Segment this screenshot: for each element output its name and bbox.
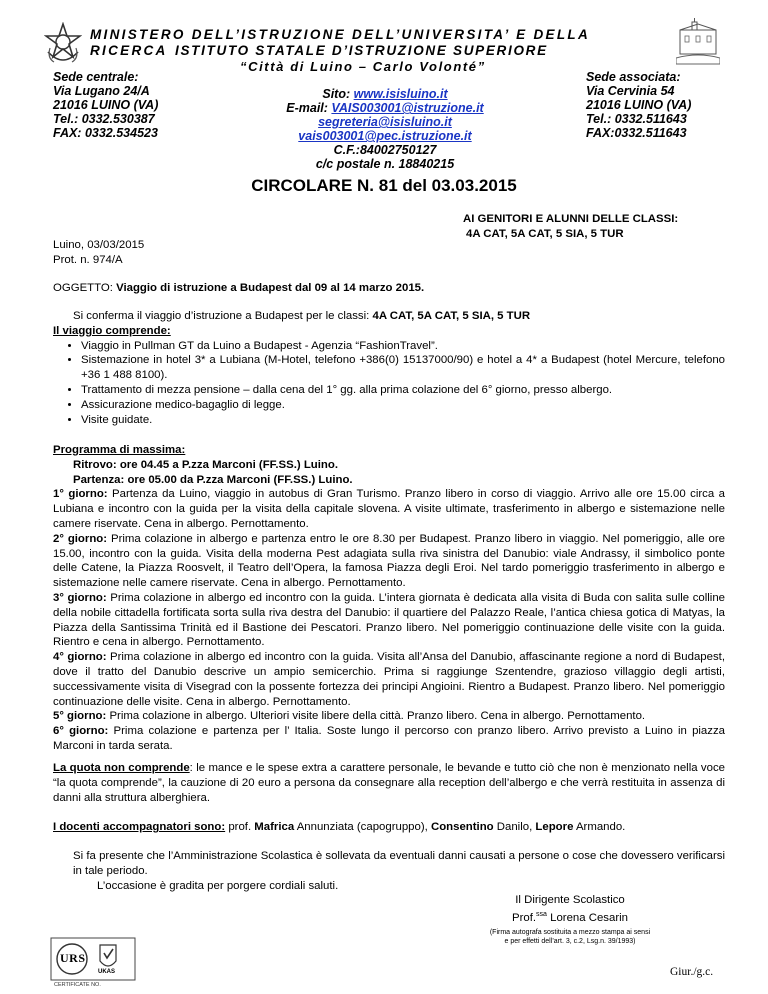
- day-paragraph: [53, 591, 725, 650]
- recipients-line-1: AI GENITORI E ALUNNI DELLE CLASSI:: [463, 213, 679, 225]
- teacher-rest: Danilo,: [493, 821, 536, 833]
- date-block: [53, 238, 144, 268]
- email-link-1[interactable]: VAIS003001@istruzione.it: [331, 101, 484, 115]
- teachers-label: I docenti accompagnatori sono:: [53, 821, 226, 833]
- includes-item: • Assicurazione medico-bagaglio di legge.: [81, 398, 725, 413]
- day-paragraph: [53, 650, 725, 709]
- sede-centrale-fax: FAX: 0332.534523: [53, 126, 158, 140]
- day-text: Partenza da Luino, viaggio in autobus di Gran Turismo. Pranzo libero in corso di viaggio. Arrivo alle ore 15.00 circa a Lubiana e incontro con la guida per la visita della capitale slovena. A visite ultimate, trasferimento in albergo e sistemazione nelle camere riservate. Cena in albergo. Pernottamento.: [53, 488, 725, 530]
- sede-associata-label: Sede associata:: [586, 70, 681, 84]
- signature-role: Il Dirigente Scolastico: [515, 894, 625, 906]
- sede-centrale-tel: Tel.: 0332.530387: [53, 112, 155, 126]
- teacher-surname: Mafrica: [254, 821, 295, 833]
- signature-sup: ssa: [536, 910, 547, 918]
- subject-line: [53, 281, 424, 296]
- ministry-heading: MINISTERO DELL’ISTRUZIONE DELL’UNIVERSITA’ E DELLA RICERCA: [90, 27, 590, 58]
- includes-section: [53, 309, 725, 427]
- recipients-line-2: 4A CAT, 5A CAT, 5 SIA, 5 TUR: [466, 227, 624, 240]
- closing-greeting: L’occasione è gradita per porgere cordiali saluti.: [97, 879, 339, 892]
- includes-item: • Sistemazione in hotel 3* a Lubiana (M-Hotel, telefono +386(0) 15137000/90) e hotel a 4* a Budapest (hotel Mercure, telefono +36 1 488 8100).: [81, 353, 725, 383]
- tax-code: C.F.:84002750127: [333, 143, 437, 157]
- includes-title: Il viaggio comprende:: [53, 324, 171, 337]
- signature-name-line: [475, 908, 665, 926]
- email-label: E-mail:: [286, 101, 332, 115]
- signature-block: [475, 893, 665, 946]
- signature-note-2: e per effetti dell’art. 3, c.2, Lsg.n. 39/1993): [504, 938, 636, 946]
- subject-label: OGGETTO:: [53, 282, 117, 294]
- teacher-prefix: prof.: [225, 821, 255, 833]
- day-label: 3° giorno:: [53, 591, 107, 604]
- day-text: Prima colazione in albergo ed incontro con la guida. L’intera giornata è dedicata alla visita di Buda con salita sulle colline della nobile cittadella fortificata sorta sulla riva destra del Danubio: il quartiere del Palazzo Reale, l’antica chiesa gotica di Matyas, la Piazza della Santissima Trinità ed il Bastione dei Pescatori. Pranzo libero. Nel pomeriggio continuazione delle visite con la guida. Rientro e cena in albergo. Pernottamento.: [53, 591, 725, 649]
- circular-title: CIRCOLARE N. 81 del 03.03.2015: [251, 176, 517, 195]
- includes-list: [53, 339, 725, 428]
- site-link[interactable]: www.isisluino.it: [353, 87, 448, 101]
- intro-classes: 4A CAT, 5A CAT, 5 SIA, 5 TUR: [372, 310, 531, 322]
- days-list: [53, 487, 725, 753]
- email-link-2[interactable]: segreteria@isisluino.it: [318, 115, 452, 129]
- includes-item: • Trattamento di mezza pensione – dalla cena del 1° gg. alla prima colazione del 6° giorno, presso albergo.: [81, 383, 725, 398]
- institute-heading: ISTITUTO STATALE D’ISTRUZIONE SUPERIORE: [175, 43, 548, 58]
- certificate-label: CERTIFICATE NO.: [54, 982, 101, 988]
- teacher-rest: Annunziata (capogruppo),: [294, 821, 431, 833]
- day-paragraph: [53, 487, 725, 531]
- sede-centrale-address: Via Lugano 24/A: [53, 84, 150, 98]
- sede-associata-city: 21016 LUINO (VA): [586, 98, 692, 112]
- day-text: Prima colazione in albergo. Ulteriori visite libere della città. Pranzo libero. Cena in albergo. Pernottamento.: [106, 710, 646, 723]
- program-section: [53, 443, 725, 754]
- excludes-label: La quota non comprende: [53, 762, 190, 774]
- day-text: Prima colazione in albergo e partenza entro le ore 8.30 per Budapest. Pranzo libero in viaggio. Nel pomeriggio, alle ore 15.00, incontro con la guida. Visita della moderna Pest adagiata sulla riva sinistra del Danubio: viale Andrassy, il simbolico ponte delle Catene, la Piazza Roosvelt, il Teatro dell’Opera, la famosa Piazza degli Eroi. Nel tardo pomeriggio trasferimento in albergo e sistemazione nelle camere riservate. Cena in albergo. Pernottamento.: [53, 532, 726, 590]
- certification-logos: [50, 937, 136, 989]
- excludes-text: : le mance e le spese extra a carattere personale, le bevande e tutto ciò che non è menzionato nella voce “la quota comprende”, la cauzione di 20 euro a persona da consegnare alla reception dell’albergo e che verrà restituita in assenza di danni alla struttura alberghiera.: [53, 762, 725, 804]
- urs-text: URS: [60, 951, 86, 965]
- teachers-line: [53, 820, 625, 835]
- program-title: Programma di massima:: [53, 444, 186, 456]
- recipients: [463, 212, 678, 242]
- email-link-3[interactable]: vais003001@pec.istruzione.it: [298, 129, 472, 143]
- day-paragraph: [53, 724, 725, 754]
- sede-associata-address: Via Cervinia 54: [586, 84, 675, 98]
- sede-associata-fax: FAX:0332.511643: [586, 126, 687, 140]
- castle-building-icon: [676, 18, 720, 66]
- day-text: Prima colazione e partenza per l’ Italia. Soste lungo il percorso con pranzo libero. Arrivo previsto a Luino in piazza Marconi in tarda serata.: [53, 725, 725, 752]
- day-paragraph: [53, 709, 725, 724]
- footer-reference: Giur./g.c.: [670, 966, 714, 978]
- subject-text: Viaggio di istruzione a Budapest dal 09 al 14 marzo 2015.: [116, 282, 425, 294]
- republic-emblem-icon: [44, 22, 82, 66]
- institute-name: “Città di Luino – Carlo Volonté”: [240, 59, 486, 74]
- sede-associata: [586, 70, 691, 140]
- teachers-list: [225, 821, 625, 833]
- meeting-time: Ritrovo: ore 04.45 a P.zza Marconi (FF.SS.) Luino.: [73, 458, 338, 471]
- postal-account: c/c postale n. 18840215: [315, 157, 455, 171]
- day-label: 4° giorno:: [53, 651, 107, 664]
- intro-text: Si conferma il viaggio d’istruzione a Budapest per le classi:: [73, 310, 373, 322]
- excludes-section: [53, 761, 725, 805]
- teacher-surname: Lepore: [535, 821, 574, 833]
- sede-centrale-label: Sede centrale:: [53, 70, 139, 84]
- departure-time: Partenza: ore 05.00 da P.zza Marconi (FF.SS.) Luino.: [73, 473, 353, 486]
- includes-item: • Viaggio in Pullman GT da Luino a Budapest - Agenzia “FashionTravel”.: [81, 339, 725, 354]
- day-label: 5° giorno:: [53, 710, 107, 723]
- signature-note-1: (Firma autografa sostituita a mezzo stampa ai sensi: [489, 929, 651, 937]
- day-label: 6° giorno:: [53, 725, 109, 738]
- document-date: Luino, 03/03/2015: [53, 239, 145, 251]
- day-paragraph: [53, 532, 725, 591]
- includes-item: • Visite guidate.: [81, 413, 725, 428]
- teacher-rest: Armando.: [573, 821, 626, 833]
- signature-prof: Prof.: [511, 911, 537, 924]
- teacher-surname: Consentino: [430, 821, 494, 833]
- day-label: 2° giorno:: [53, 532, 108, 545]
- ukas-text: UKAS: [98, 969, 116, 975]
- contact-info: [235, 87, 535, 171]
- closing-liability: Si fa presente che l’Amministrazione Scolastica è sollevata da eventuali danni causati a persone o cose che dovessero verificarsi in tale periodo.: [73, 850, 725, 877]
- day-label: 1° giorno:: [53, 488, 108, 501]
- closing-section: [73, 849, 725, 893]
- sede-associata-tel: Tel.: 0332.511643: [586, 112, 687, 126]
- sede-centrale-city: 21016 LUINO (VA): [53, 98, 159, 112]
- site-label: Sito:: [322, 87, 354, 101]
- sede-centrale: [53, 70, 158, 140]
- signature-name: Lorena Cesarin: [546, 911, 629, 924]
- day-text: Prima colazione in albergo ed incontro con la guida. Visita all’Ansa del Danubio, affascinante regione a nord di Budapest, dove il tratto del Danubio descrive un ampio semicerchio. Prima si raggiunge Szentendre, grazioso villaggio degli artisti, successivamente visita di Visegrad con la possente fortezza dei principi Angioini. Rientro a Budapest. Pranzo libero. Nel pomeriggio continuazione delle visite. Cena in albergo. Pernottamento.: [53, 651, 726, 708]
- protocol-number: Prot. n. 974/A: [53, 253, 123, 266]
